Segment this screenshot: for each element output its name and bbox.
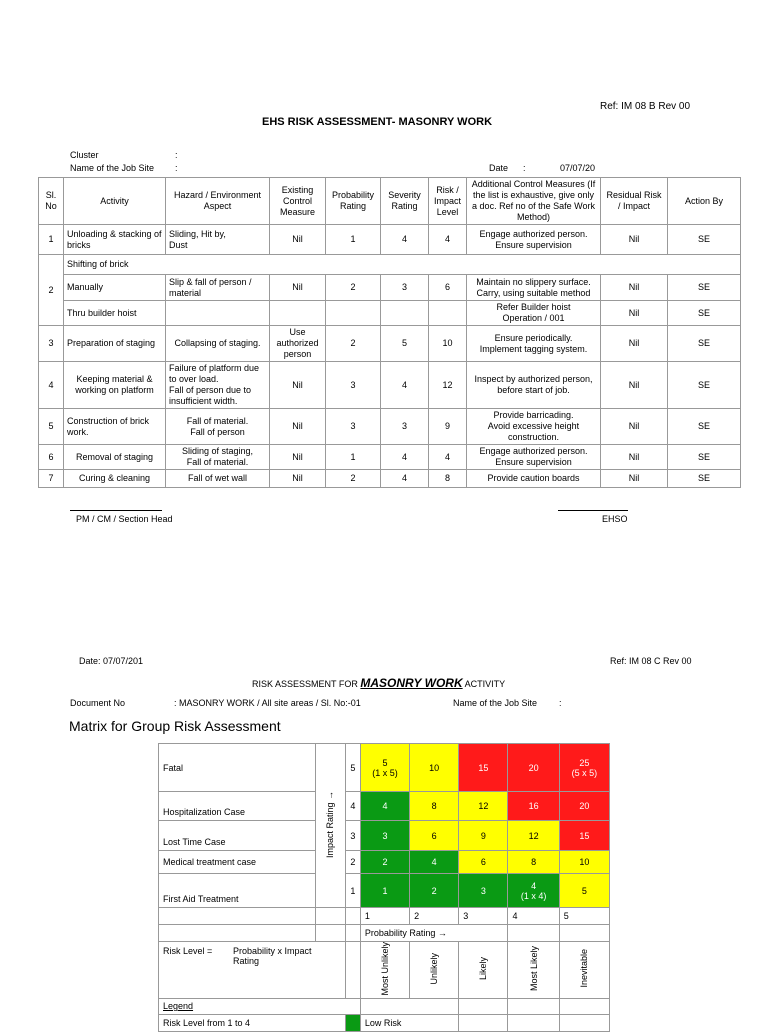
cell-hazard [166, 409, 270, 445]
hazard-line: Fall of person [190, 426, 245, 437]
matrix-cell-value: 9 [480, 830, 486, 841]
cell-hazard [166, 362, 270, 409]
cell-hazard [166, 301, 270, 326]
blank-cell [345, 908, 360, 925]
matrix-cell [459, 792, 508, 821]
cell-activity: Unloading & stacking of bricks [64, 225, 166, 255]
probability-number: 4 [508, 908, 559, 925]
hazard-line: Fall of material. [186, 457, 249, 467]
cell-severity: 4 [381, 225, 429, 255]
cell-activity: Preparation of staging [64, 326, 166, 362]
cell-risk: 6 [429, 275, 467, 301]
probability-number: 5 [559, 908, 609, 925]
probability-number: 3 [459, 908, 508, 925]
sheet1-title: EHS RISK ASSESSMENT- MASONRY WORK [262, 116, 493, 128]
matrix-cell-value: 6 [480, 857, 486, 867]
cell-residual: Nil [601, 275, 668, 301]
sheet2-ref: Ref: IM 08 C Rev 00 [610, 656, 692, 666]
matrix-cell-value: 4 [382, 801, 388, 811]
matrix-cell [410, 744, 459, 792]
hazard-line: Dust [169, 239, 188, 250]
legend-row-label: Risk Level from 1 to 4 [159, 1014, 346, 1031]
hazard-line: Sliding, Hit by, [169, 228, 226, 239]
matrix-cell [360, 744, 409, 792]
additional-line: Ensure supervision [495, 239, 572, 250]
matrix-cell [410, 874, 459, 908]
hazard-line: Fall of person due to insufficient width. [169, 385, 252, 406]
table-row [39, 255, 741, 275]
cell-activity: Construction of brick work. [64, 409, 166, 445]
cell-probability [326, 301, 381, 326]
probability-label [508, 942, 559, 999]
header-additional-control: Additional Control Measures (If the list is exhaustive, give only a doc. Ref no of the Safe Work Method) [467, 178, 601, 225]
header-hazard: Hazard / Environment Aspect [166, 178, 270, 225]
cell-residual: Nil [601, 409, 668, 445]
matrix-cell-value: 25 [579, 757, 590, 768]
cell-probability: 1 [326, 225, 381, 255]
matrix-cell-value: 16 [528, 801, 539, 811]
cell-no: 5 [39, 409, 64, 445]
cell-residual: Nil [601, 225, 668, 255]
hazard-line: Sliding of staging, [181, 446, 254, 456]
blank-cell [360, 998, 458, 1014]
probability-label-text: Most Unlikely [379, 942, 390, 996]
matrix-cell-value: 6 [431, 830, 437, 841]
title-prefix: RISK ASSESSMENT FOR [252, 679, 358, 689]
matrix-cell-value: 5 [382, 757, 388, 768]
matrix-cell [459, 744, 508, 792]
matrix-cell-value: 4 [431, 857, 437, 867]
sheet2-date: Date: 07/07/201 [79, 656, 144, 666]
probability-label-text: Likely [478, 957, 489, 981]
matrix-cell-value: 15 [478, 762, 489, 773]
cell-action: SE [668, 326, 741, 362]
cell-residual: Nil [601, 326, 668, 362]
probability-label-row [159, 942, 610, 999]
blank-cell [508, 998, 559, 1014]
blank-cell [559, 925, 609, 942]
impact-label: Hospitalization Case [159, 792, 316, 821]
cell-activity: Manually [64, 275, 166, 301]
additional-line: Ensure periodically. [494, 332, 573, 343]
doc-no-value: : MASONRY WORK / All site areas / Sl. No:-01 [174, 698, 361, 708]
impact-rating: 3 [345, 821, 360, 851]
additional-line: Refer Builder hoist [496, 302, 571, 312]
cell-additional: Inspect by authorized person, before start of job. [467, 362, 601, 409]
cell-existing: Nil [270, 362, 326, 409]
cell-risk: 4 [429, 225, 467, 255]
cell-existing: Use authorized person [270, 326, 326, 362]
impact-axis-label: Impact Rating → [325, 790, 336, 859]
cell-risk: 12 [429, 362, 467, 409]
impact-axis [315, 744, 345, 908]
blank-cell [459, 1014, 508, 1031]
matrix-cell [559, 821, 609, 851]
matrix-cell-value: 2 [382, 857, 388, 867]
probability-label [459, 942, 508, 999]
probability-label [559, 942, 609, 999]
additional-line: Avoid excessive height construction. [487, 421, 580, 442]
cell-additional [467, 275, 601, 301]
matrix-cell [360, 874, 409, 908]
cell-action: SE [668, 445, 741, 470]
cell-existing: Nil [270, 470, 326, 488]
hazard-line: Failure of platform due to over load. [169, 363, 260, 384]
matrix-cell-value: 5 [581, 885, 587, 896]
cell-action: SE [668, 362, 741, 409]
cell-residual: Nil [601, 362, 668, 409]
impact-label: First Aid Treatment [159, 874, 316, 908]
cell-probability: 2 [326, 326, 381, 362]
cell-probability: 3 [326, 362, 381, 409]
probability-axis-label: Probability Rating → [360, 925, 508, 942]
cell-hazard: Collapsing of staging. [166, 326, 270, 362]
sheet2-title [252, 676, 505, 690]
signature-label-left: PM / CM / Section Head [76, 514, 173, 524]
signature-line-right [558, 510, 628, 511]
matrix-cell [559, 874, 609, 908]
site-label: Name of the Job Site [70, 163, 155, 173]
cell-additional [467, 445, 601, 470]
cell-action: SE [668, 470, 741, 488]
impact-rating: 4 [345, 792, 360, 821]
legend-label: Legend [159, 998, 361, 1014]
table-row [39, 362, 741, 409]
matrix-cell [410, 821, 459, 851]
matrix-cell [459, 851, 508, 874]
cell-activity: Shifting of brick [64, 255, 741, 275]
impact-rating: 2 [345, 851, 360, 874]
cell-action: SE [668, 409, 741, 445]
legend-value: Low Risk [360, 1014, 458, 1031]
matrix-cell [508, 851, 559, 874]
cell-hazard [166, 225, 270, 255]
table-header-row [39, 178, 741, 225]
header-sl-no: Sl. No [39, 178, 64, 225]
matrix-cell-value: 12 [478, 801, 489, 811]
header-existing-control: Existing Control Measure [270, 178, 326, 225]
matrix-cell-value: 12 [528, 830, 539, 841]
job-site-label: Name of the Job Site [453, 698, 538, 708]
sheet1-ref: Ref: IM 08 B Rev 00 [600, 101, 691, 112]
table-row [39, 225, 741, 255]
table-row [39, 301, 741, 326]
cell-risk: 8 [429, 470, 467, 488]
matrix-cell-value: 8 [531, 857, 537, 867]
probability-number: 2 [410, 908, 459, 925]
cell-hazard: Slip & fall of person / material [166, 275, 270, 301]
cell-activity: Keeping material & working on platform [64, 362, 166, 409]
cell-additional [467, 225, 601, 255]
cell-residual: Nil [601, 445, 668, 470]
matrix-cell-value: 10 [429, 762, 440, 773]
header-severity: Severity Rating [381, 178, 429, 225]
header-activity: Activity [64, 178, 166, 225]
cell-severity: 5 [381, 326, 429, 362]
cell-risk: 4 [429, 445, 467, 470]
matrix-row [159, 744, 610, 792]
cluster-colon: : [175, 150, 178, 160]
matrix-cell [559, 792, 609, 821]
matrix-cell [459, 821, 508, 851]
blank-cell [508, 1014, 559, 1031]
matrix-title: Matrix for Group Risk Assessment [69, 718, 281, 734]
matrix-cell [360, 851, 409, 874]
cluster-label: Cluster [70, 150, 99, 160]
doc-no-label: Document No [70, 698, 126, 708]
site-colon: : [175, 163, 178, 173]
cell-residual: Nil [601, 470, 668, 488]
cell-severity: 3 [381, 409, 429, 445]
blank-cell [345, 942, 360, 999]
matrix-cell-value: 4 [531, 880, 537, 891]
additional-line: Provide barricading. [493, 410, 574, 420]
blank-cell [159, 925, 316, 942]
matrix-cell [360, 821, 409, 851]
table-row [39, 470, 741, 488]
matrix-cell [410, 792, 459, 821]
cell-risk: 10 [429, 326, 467, 362]
job-site-colon: : [559, 698, 562, 708]
additional-line: Operation / 001 [502, 313, 565, 323]
matrix-cell-value: 10 [579, 857, 590, 867]
blank-cell [508, 925, 559, 942]
probability-label-text: Unlikely [429, 953, 440, 985]
matrix-row [159, 821, 610, 851]
cell-additional [467, 409, 601, 445]
additional-line: Engage authorized person. [479, 446, 588, 456]
date-label: Date [489, 163, 509, 173]
signature-label-right: EHSO [602, 514, 628, 524]
impact-rating: 1 [345, 874, 360, 908]
cell-no: 1 [39, 225, 64, 255]
risk-level-label: Risk Level = [163, 946, 213, 956]
cell-residual: Nil [601, 301, 668, 326]
matrix-cell-formula: (1 x 4) [520, 890, 547, 901]
cell-existing: Nil [270, 409, 326, 445]
cell-severity [381, 301, 429, 326]
risk-matrix [158, 743, 610, 1032]
risk-assessment-table [38, 177, 741, 488]
cell-activity: Thru builder hoist [64, 301, 166, 326]
cell-hazard: Fall of wet wall [166, 470, 270, 488]
matrix-cell-value: 15 [579, 830, 590, 841]
cell-action: SE [668, 225, 741, 255]
matrix-cell [559, 744, 609, 792]
matrix-cell-value: 3 [382, 830, 388, 841]
probability-label [410, 942, 459, 999]
table-row [39, 326, 741, 362]
cell-probability: 3 [326, 409, 381, 445]
matrix-cell-value: 8 [431, 801, 437, 811]
matrix-cell-value: 20 [528, 762, 539, 773]
cell-probability: 2 [326, 470, 381, 488]
date-colon: : [523, 163, 526, 173]
table-row [39, 275, 741, 301]
date-value: 07/07/20 [560, 163, 596, 173]
header-probability: Probability Rating [326, 178, 381, 225]
blank-cell [559, 1014, 609, 1031]
legend-color-swatch [345, 1014, 360, 1031]
cell-existing [270, 301, 326, 326]
cell-action: SE [668, 301, 741, 326]
cell-risk [429, 301, 467, 326]
cell-severity: 4 [381, 362, 429, 409]
additional-line: Maintain no slippery surface. [476, 276, 591, 287]
header-residual-risk: Residual Risk / Impact [601, 178, 668, 225]
additional-line: Carry, using suitable method [476, 287, 591, 298]
cell-no: 2 [39, 255, 64, 326]
probability-label [360, 942, 409, 999]
probability-label-text: Most Likely [528, 946, 539, 992]
matrix-cell-value: 1 [382, 885, 388, 896]
cell-severity: 4 [381, 445, 429, 470]
header-risk-level: Risk / Impact Level [429, 178, 467, 225]
legend-row [159, 1014, 610, 1031]
cell-probability: 2 [326, 275, 381, 301]
header-action-by: Action By [668, 178, 741, 225]
matrix-cell [410, 851, 459, 874]
cell-additional: Provide caution boards [467, 470, 601, 488]
risk-level-cell [159, 942, 346, 999]
cell-severity: 3 [381, 275, 429, 301]
impact-label: Fatal [159, 744, 316, 792]
additional-line: Implement tagging system. [479, 343, 588, 354]
title-emphasis: MASONRY WORK [360, 676, 463, 690]
cell-action: SE [668, 275, 741, 301]
risk-level-formula: Probability x Impact Rating [233, 946, 312, 966]
impact-rating: 5 [345, 744, 360, 792]
matrix-cell [508, 821, 559, 851]
probability-number: 1 [360, 908, 409, 925]
matrix-row [159, 851, 610, 874]
cell-existing: Nil [270, 225, 326, 255]
matrix-row [159, 874, 610, 908]
blank-cell [345, 925, 360, 942]
blank-cell [315, 925, 345, 942]
matrix-cell-value: 20 [579, 801, 590, 811]
cell-probability: 1 [326, 445, 381, 470]
cell-additional [467, 301, 601, 326]
table-row [39, 445, 741, 470]
blank-cell [459, 998, 508, 1014]
cell-existing: Nil [270, 275, 326, 301]
cell-no: 4 [39, 362, 64, 409]
cell-severity: 4 [381, 470, 429, 488]
matrix-cell [459, 874, 508, 908]
legend-header-row [159, 998, 610, 1014]
cell-activity: Curing & cleaning [64, 470, 166, 488]
title-suffix: ACTIVITY [464, 679, 506, 689]
probability-axis-row [159, 925, 610, 942]
impact-label: Medical treatment case [159, 851, 316, 874]
matrix-cell [508, 792, 559, 821]
cell-existing: Nil [270, 445, 326, 470]
matrix-row [159, 792, 610, 821]
matrix-cell-value: 3 [480, 885, 486, 896]
cell-no: 6 [39, 445, 64, 470]
matrix-cell-formula: (5 x 5) [571, 767, 598, 778]
hazard-line: Fall of material. [186, 415, 249, 426]
table-row [39, 409, 741, 445]
cell-additional [467, 326, 601, 362]
probability-number-row [159, 908, 610, 925]
cell-no: 3 [39, 326, 64, 362]
additional-line: Ensure supervision [495, 457, 572, 467]
cell-hazard [166, 445, 270, 470]
matrix-cell-value: 2 [431, 885, 437, 896]
cell-activity: Removal of staging [64, 445, 166, 470]
additional-line: Engage authorized person. [479, 228, 588, 239]
cell-no: 7 [39, 470, 64, 488]
blank-cell [559, 998, 609, 1014]
blank-cell [159, 908, 316, 925]
matrix-cell-formula: (1 x 5) [372, 767, 398, 778]
matrix-cell [508, 874, 559, 908]
matrix-cell [360, 792, 409, 821]
impact-label: Lost Time Case [159, 821, 316, 851]
matrix-cell [508, 744, 559, 792]
blank-cell [315, 908, 345, 925]
cell-risk: 9 [429, 409, 467, 445]
matrix-cell [559, 851, 609, 874]
signature-line-left [70, 510, 162, 511]
probability-label-text: Inevitable [579, 949, 590, 989]
